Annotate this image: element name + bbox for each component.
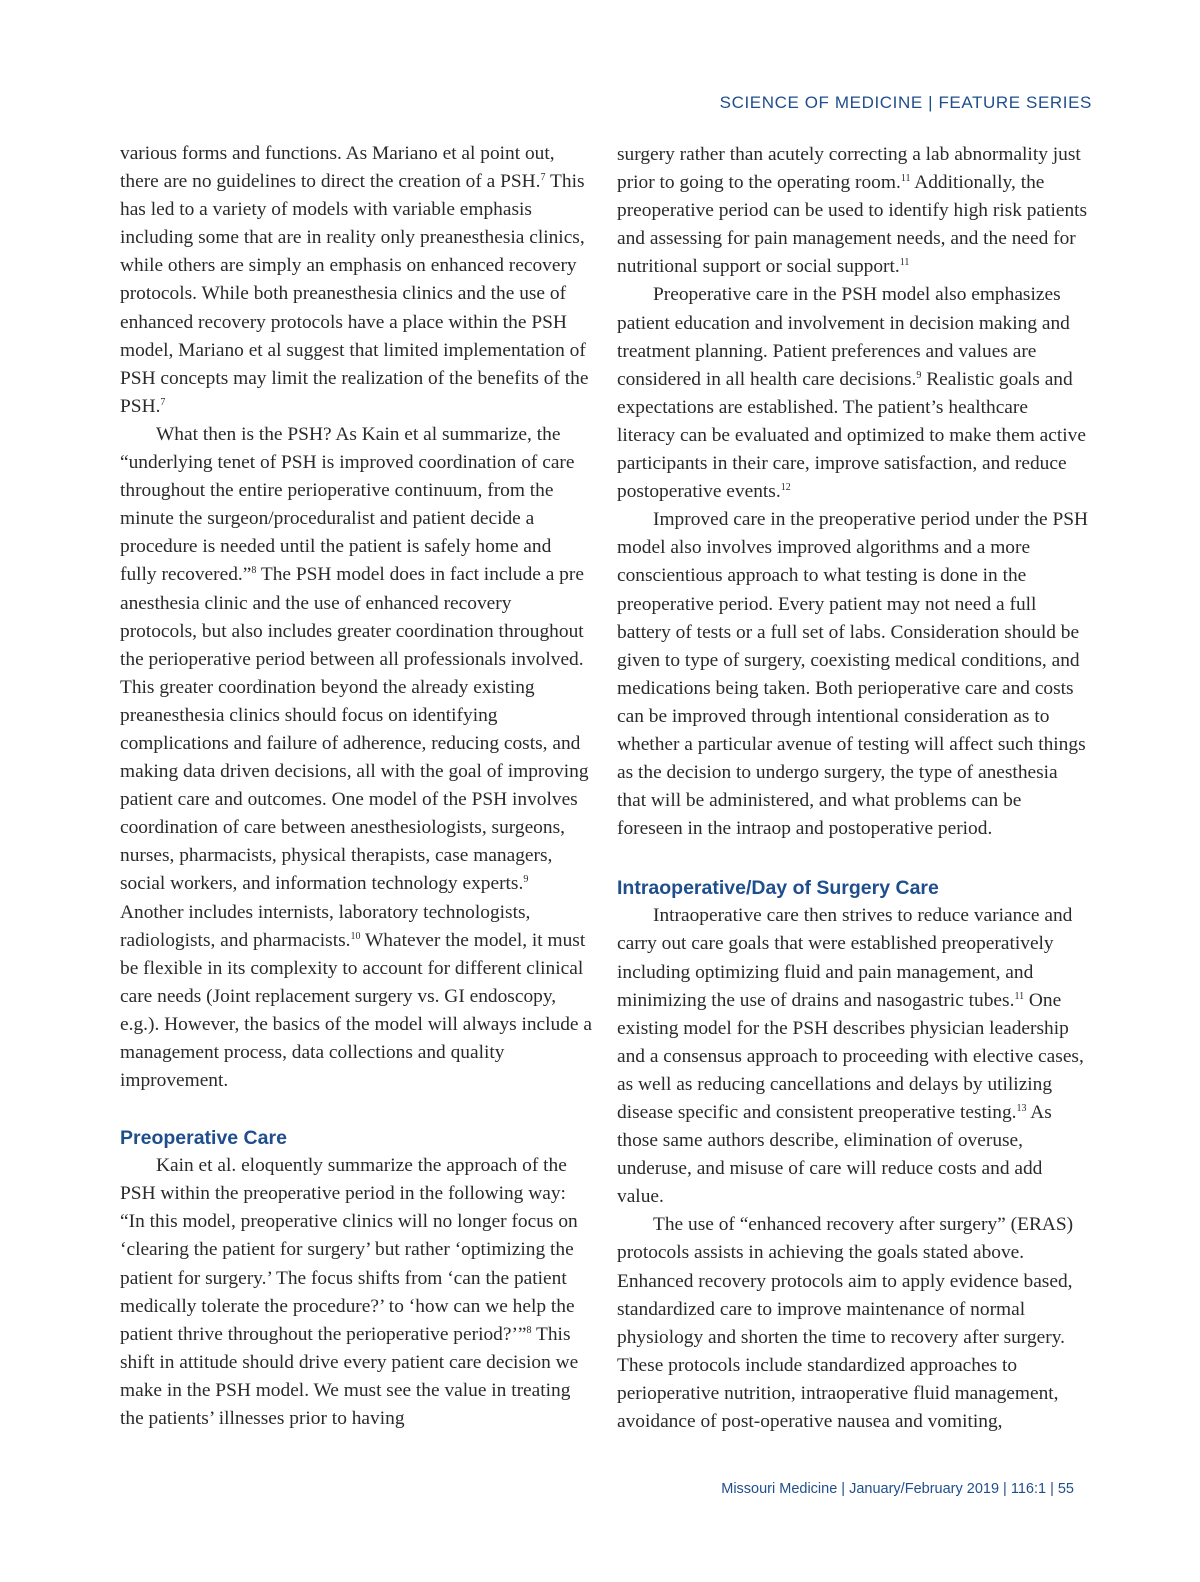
left-column [120, 140, 592, 1433]
paragraph: The use of “enhanced recovery after surgery” (ERAS) protocols assists in achieving the goals stated above. Enhanced recovery protocols aim to apply evidence based, standardized care to improve maintenance of normal physiology and shorten the time to recovery after surgery. These protocols include standardized approaches to perioperative nutrition, intraoperative fluid management, avoidance of post-operative nausea and vomiting, [617, 1214, 1074, 1433]
paragraph: surgery rather than acutely correcting a lab abnormality just prior to going to the operating room.$^{11}$ Additionally, the preoperative period can be used to identify high risk patients and assessing for pain management needs, and the need for nutritional support or social support.$^{11}$ [617, 144, 1088, 278]
right-column [617, 141, 1089, 1436]
paragraph: What then is the PSH? As Kain et al summarize, the “underlying tenet of PSH is improved coordination of care throughout the entire perioperative continuum, from the minute the surgeon/proceduralist and patient decide a procedure is needed until the patient is safely home and fully recovered.”$^8$ The PSH model does in fact include a pre anesthesia clinic and the use of enhanced recovery protocols, but also includes greater coordination throughout the perioperative period between all professionals involved. This greater coordination beyond the already existing preanesthesia clinics should focus on identifying complications and failure of adherence, reducing costs, and making data driven decisions, all with the goal of improving patient care and outcomes. One model of the PSH involves coordination of care between anesthesiologists, surgeons, nurses, pharmacists, physical therapists, case managers, social workers, and information technology experts.$^9$ Another includes internists, laboratory technologists, radiologists, and pharmacists.$^{10}$ Whatever the model, it must be flexible in its complexity to account for different clinical care needs (Joint replacement surgery vs. GI endoscopy, e.g.). However, the basics of the model will always include a management process, data collections and quality improvement. [120, 423, 592, 1092]
page-footer: Missouri Medicine | January/February 2019 | 116:1 | 55 [721, 1481, 1074, 1497]
citation: 11 [1014, 990, 1025, 1002]
paragraph: Intraoperative care then strives to reduce variance and carry out care goals that were established preoperatively including optimizing fluid and pain management, and minimizing the use of drains and nasogastric tubes.$^{11}$ One existing model for the PSH describes physician leadership and a consensus approach to proceeding with elective cases, as well as reducing cancellations and delays by utilizing disease specific and consistent preoperative testing.$^{13}$ As those same authors describe, elimination of overuse, underuse, and misuse of care will reduce costs and add value. [617, 905, 1084, 1208]
paragraph: Preoperative care in the PSH model also emphasizes patient education and involvement in decision making and treatment planning. Patient preferences and values are considered in all health care decisions.$^9$ Realistic goals and expectations are established. The patient’s healthcare literacy can be evaluated and optimized to make them active participants in their care, improve satisfaction, and reduce postoperative events.$^{12}$ [617, 284, 1086, 503]
citation: 7 [160, 396, 166, 408]
citation: 7 [540, 172, 546, 184]
running-header: SCIENCE OF MEDICINE | FEATURE SERIES [719, 93, 1092, 112]
paragraph: Improved care in the preoperative period under the PSH model also involves improved algorithms and a more conscientious approach to what testing is done in the preoperative period. Every patient may not need a full battery of tests or a full set of labs. Consideration should be given to type of surgery, coexisting medical conditions, and medications being taken. Both perioperative care and costs can be improved through intentional consideration as to whether a particular avenue of testing will affect such things as the decision to undergo surgery, the type of anesthesia that will be administered, and what problems can be foreseen in the intraop and postoperative period. [617, 509, 1089, 840]
citation: 13 [1016, 1103, 1027, 1114]
citation: 8 [251, 565, 257, 577]
paragraph: Kain et al. eloquently summarize the approach of the PSH within the preoperative period in the following way: “In this model, preoperative clinics will no longer focus on ‘clearing the patient for surgery’ but rather ‘optimizing the patient for surgery.’ The focus shifts from ‘can the patient medically tolerate the procedure?’ to ‘how can we help the patient thrive throughout the perioperative period?’”$^8$ This shift in attitude should drive every patient care decision we make in the PSH model. We must see the value in treating the patients’ illnesses prior to having [120, 1155, 579, 1430]
paragraph: various forms and functions. As Mariano et al point out, there are no guidelines to direct the creation of a PSH.$^7$ This has led to a variety of models with variable emphasis including some that are in reality only preanesthesia clinics, while others are simply an emphasis on enhanced recovery protocols. While both preanesthesia clinics and the use of enhanced recovery protocols have a place within the PSH model, Mariano et al suggest that limited implementation of PSH concepts may limit the realization of the benefits of the PSH.$^7$ [120, 143, 589, 417]
citation: 11 [900, 173, 911, 185]
citation: 9 [916, 369, 922, 381]
section-heading: Intraoperative/Day of Surgery Care [617, 877, 939, 900]
citation: 10 [350, 930, 361, 942]
citation: 12 [780, 482, 791, 494]
citation: 8 [526, 1324, 532, 1336]
citation: 9 [523, 874, 529, 886]
citation: 11 [899, 257, 910, 269]
section-heading: Preoperative Care [120, 1127, 287, 1150]
